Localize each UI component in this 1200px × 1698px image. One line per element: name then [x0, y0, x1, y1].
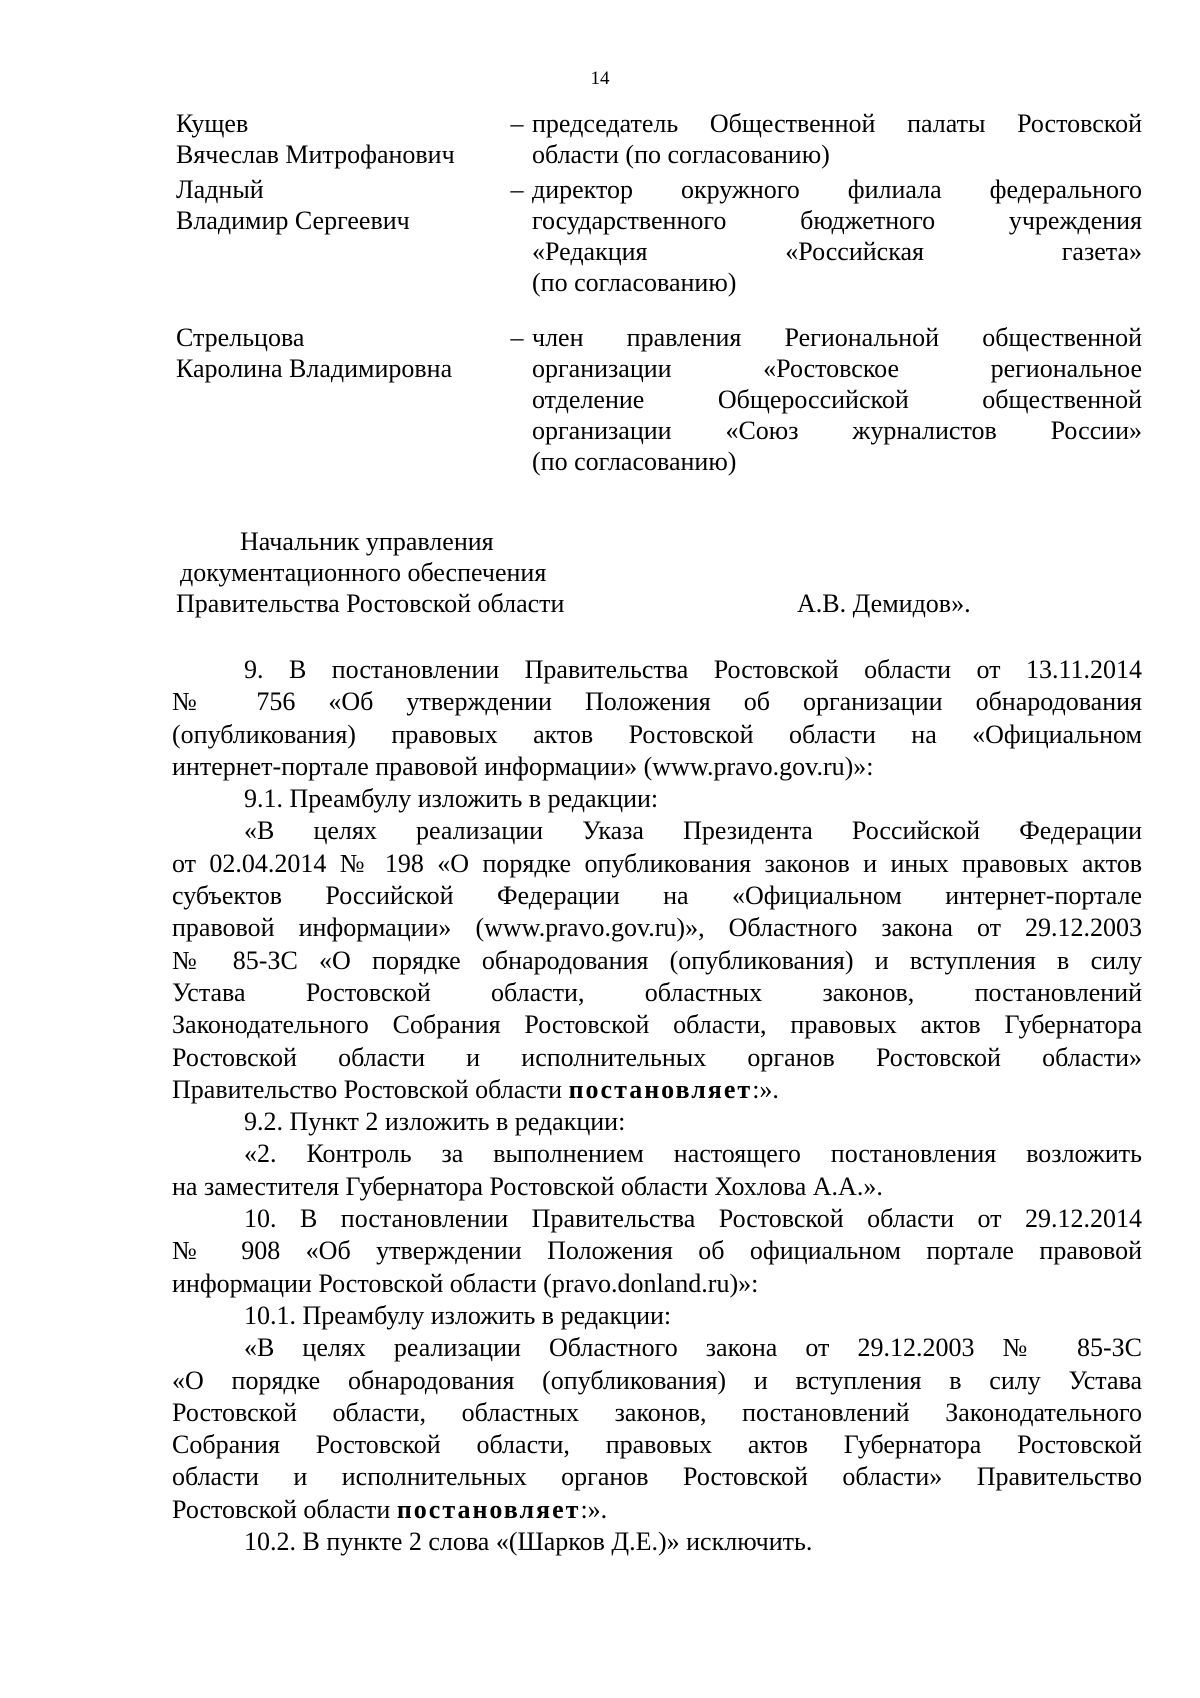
- member-name: [176, 108, 502, 170]
- body-text-line: [172, 1042, 1142, 1074]
- body-text: 9.2. Пункт 2 изложить в редакции:: [244, 1107, 626, 1137]
- body-text: № 85-ЗС «О порядке обнародования (опубликования) и вступления в силу: [172, 945, 1142, 975]
- member-dash: –: [510, 175, 524, 204]
- member-surname: Кущев: [176, 109, 249, 138]
- body-text-line: [172, 1300, 1142, 1332]
- body-text-line: [172, 1203, 1142, 1235]
- signatory-name: А.В. Демидов».: [797, 589, 971, 618]
- body-text: «В целях реализации Указа Президента Российской Федерации: [244, 816, 1142, 846]
- body-text: от 02.04.2014 № 198 «О порядке опубликования законов и иных правовых актов: [172, 848, 1142, 878]
- body-text: (опубликования) правовых актов Ростовской области на «Официальном: [172, 719, 1142, 749]
- body-text: на заместителя Губернатора Ростовской области Хохлова А.А.».: [172, 1171, 883, 1201]
- body-text: № 908 «Об утверждении Положения об официальном портале правовой: [172, 1236, 1142, 1266]
- body-text: Ростовской области и исполнительных органов Ростовской области»: [172, 1042, 1142, 1072]
- body-text-line: [172, 1235, 1142, 1267]
- member-entry: [176, 108, 1142, 170]
- body-text-line: [172, 751, 1142, 783]
- body-text-line: [172, 1461, 1142, 1493]
- member-given-names: Каролина Владимировна: [176, 354, 453, 383]
- member-entry: [176, 322, 1142, 477]
- signature-title-line: документационного обеспечения: [180, 558, 547, 587]
- page-number: 14: [590, 68, 610, 89]
- body-text: 10. В постановлении Правительства Ростовской области от 29.12.2014: [244, 1204, 1142, 1234]
- body-text-line: [172, 945, 1142, 977]
- body-text-tail: :».: [580, 1494, 608, 1524]
- body-text: «О порядке обнародования (опубликования) и вступления в силу Устава: [172, 1365, 1142, 1395]
- signature-title-line: Правительства Ростовской области: [176, 589, 565, 618]
- body-text: интернет-портале правовой информации» (www.pravo.gov.ru)»:: [172, 751, 874, 781]
- body-text: «В целях реализации Областного закона от 29.12.2003 № 85-ЗС: [244, 1333, 1142, 1363]
- body-text: Собрания Ростовской области, правовых актов Губернатора Ростовской: [172, 1430, 1142, 1460]
- body-text: Устава Ростовской области, областных законов, постановлений: [172, 977, 1142, 1007]
- body-text: «2. Контроль за выполнением настоящего постановления возложить: [244, 1139, 1142, 1169]
- body-text-line: [172, 1365, 1142, 1397]
- body-text-line: [172, 1429, 1142, 1461]
- body-text: 9. В постановлении Правительства Ростовской области от 13.11.2014: [244, 655, 1142, 684]
- member-role-line: отделение Общероссийской общественной: [532, 385, 1142, 414]
- body-text-line: [172, 1268, 1142, 1300]
- member-given-names: Владимир Сергеевич: [176, 206, 410, 235]
- member-role-line: организации «Союз журналистов России»: [532, 416, 1142, 445]
- body-text-line: [172, 848, 1142, 880]
- signature-title-line: Начальник управления: [240, 527, 494, 556]
- member-role: [532, 108, 1142, 170]
- body-text: 9.1. Преамбулу изложить в редакции:: [244, 784, 659, 814]
- body-text-line: [172, 880, 1142, 912]
- member-dash: –: [510, 323, 524, 352]
- member-given-names: Вячеслав Митрофанович: [176, 140, 455, 169]
- member-name: [176, 174, 502, 298]
- body-text-line: [172, 1332, 1142, 1364]
- member-role-line: «Редакция «Российская газета»: [532, 237, 1142, 266]
- body-text-line: [172, 1074, 1142, 1106]
- body-text-line: [172, 686, 1142, 718]
- body-text-line: [172, 1138, 1142, 1170]
- body-text-line: [172, 1494, 1142, 1526]
- member-role-line: области (по согласованию): [532, 140, 830, 169]
- body-text-line: [172, 815, 1142, 847]
- member-role-line: директор окружного филиала федерального: [532, 175, 1142, 204]
- emphasized-word: постановляет: [396, 1494, 581, 1524]
- body-text: субъектов Российской Федерации на «Официальном интернет-портале: [172, 881, 1142, 911]
- body-text-line: [172, 912, 1142, 944]
- member-role-line: (по согласованию): [532, 447, 737, 476]
- body-text: Ростовской области, областных законов, постановлений Законодательного: [172, 1397, 1142, 1427]
- body-text-line: [172, 1397, 1142, 1429]
- member-role-line: председатель Общественной палаты Ростовской: [532, 109, 1142, 138]
- body-text-line: [172, 1526, 1142, 1558]
- member-surname: Стрельцова: [176, 323, 305, 352]
- body-text-line: [172, 977, 1142, 1009]
- document-body: [172, 654, 1142, 1558]
- member-surname: Ладный: [176, 175, 264, 204]
- emphasized-word: постановляет: [568, 1074, 753, 1104]
- member-role: [532, 174, 1142, 298]
- member-dash: –: [510, 109, 524, 138]
- member-role-line: государственного бюджетного учреждения: [532, 206, 1142, 235]
- member-role-line: член правления Региональной общественной: [532, 323, 1142, 352]
- member-role-line: организации «Ростовское региональное: [532, 354, 1142, 383]
- body-text: области и исполнительных органов Ростовской области» Правительство: [172, 1462, 1142, 1492]
- body-text-line: [172, 1171, 1142, 1203]
- body-text-line: [172, 1106, 1142, 1138]
- body-text-line: [172, 783, 1142, 815]
- body-text: 10.1. Преамбулу изложить в редакции:: [244, 1300, 672, 1330]
- member-role: [532, 322, 1142, 477]
- member-name: [176, 322, 502, 477]
- body-text: Правительство Ростовской области: [172, 1074, 569, 1104]
- body-text: Ростовской области: [172, 1494, 397, 1524]
- body-text: № 756 «Об утверждении Положения об организации обнародования: [172, 687, 1142, 717]
- body-text: Законодательного Собрания Ростовской области, правовых актов Губернатора: [172, 1010, 1142, 1040]
- member-role-line: (по согласованию): [532, 268, 737, 297]
- body-text: информации Ростовской области (pravo.donland.ru)»:: [172, 1268, 759, 1298]
- body-text-line: [172, 1009, 1142, 1041]
- body-text-line: [172, 719, 1142, 751]
- body-text: правовой информации» (www.pravo.gov.ru)», Областного закона от 29.12.2003: [172, 913, 1142, 943]
- body-text-tail: :».: [752, 1074, 779, 1104]
- body-text: 10.2. В пункте 2 слова «(Шарков Д.Е.)» исключить.: [244, 1527, 813, 1557]
- member-entry: [176, 174, 1142, 298]
- body-text-line: [172, 654, 1142, 686]
